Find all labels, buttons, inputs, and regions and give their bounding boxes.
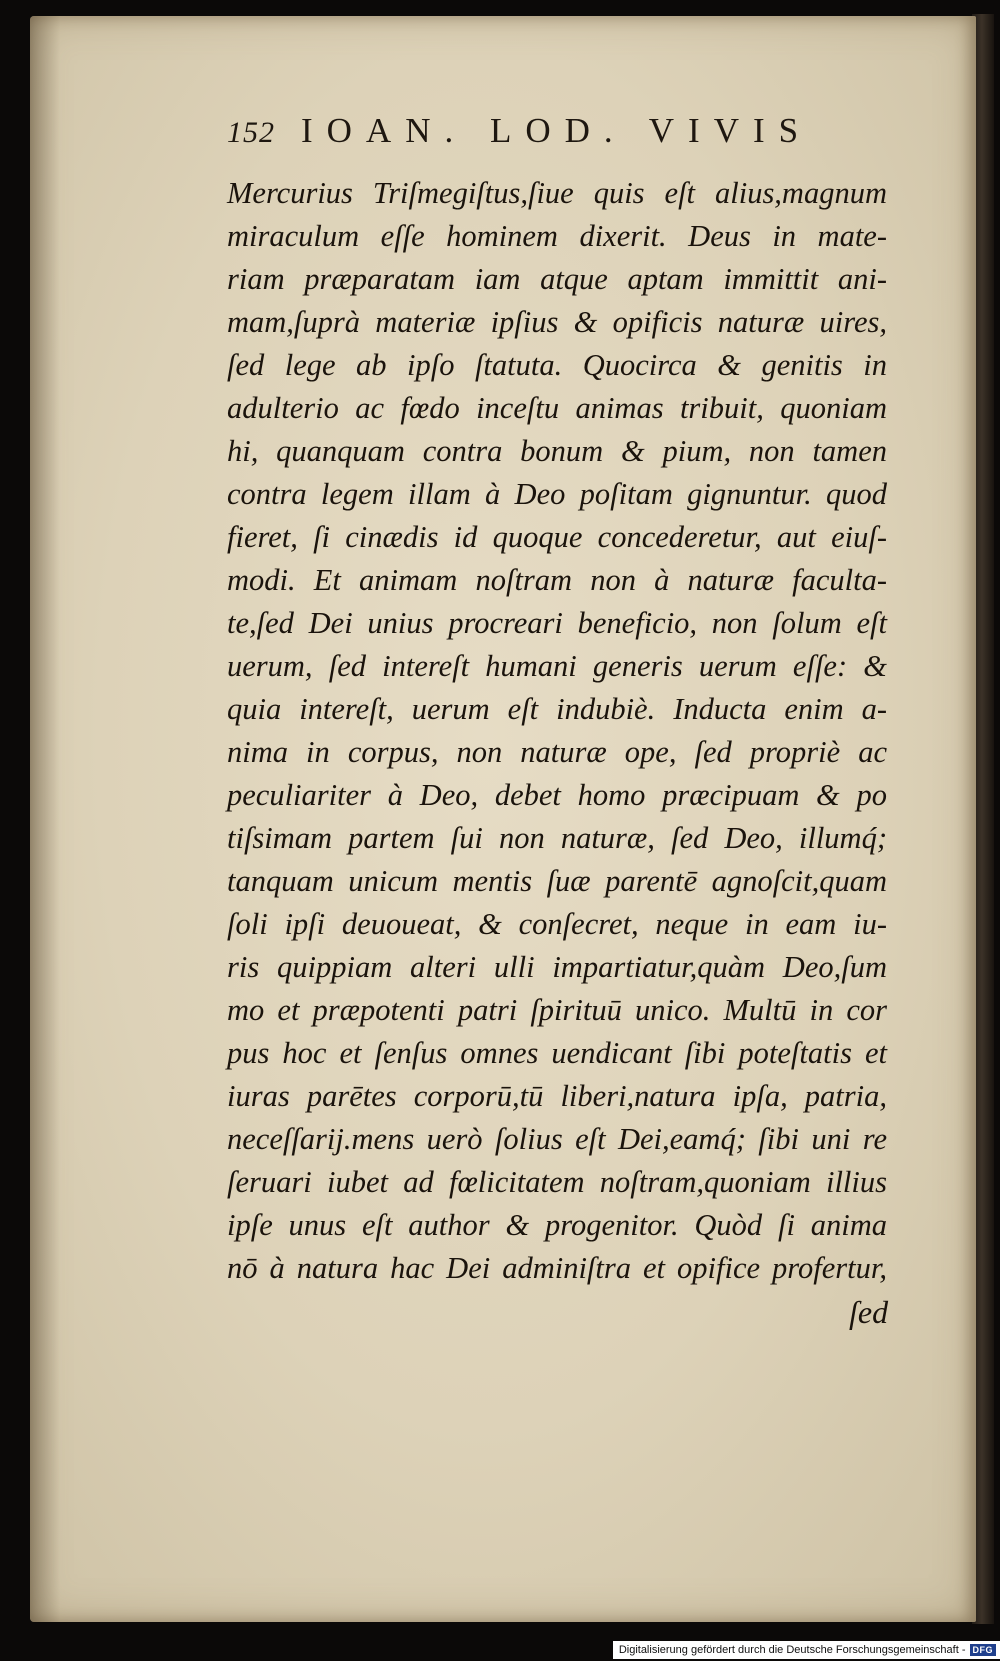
page-number: 152: [227, 116, 275, 149]
text-line: mo et præpotenti patri ſpirituū unico. Multū in cor: [227, 993, 887, 1027]
text-line: nō à natura hac Dei adminiſtra et opifice profertur,: [227, 1251, 887, 1285]
text-line: Mercurius Triſmegiſtus,ſiue quis eſt alius,magnum: [227, 176, 887, 210]
text-line: modi. Et animam noſtram non à naturæ faculta-: [227, 563, 887, 597]
text-line: miraculum eſſe hominem dixerit. Deus in mate-: [227, 219, 887, 253]
text-line: quia intereſt, uerum eſt indubiè. Inducta enim a-: [227, 692, 887, 726]
text-line: ipſe unus eſt author & progenitor. Quòd ſi anima: [227, 1208, 887, 1242]
text-line: fieret, ſi cinædis id quoque concederetur, aut eiuſ-: [227, 520, 887, 554]
running-head: IOAN. LOD. VIVIS: [301, 111, 813, 150]
catchword: ſed: [849, 1294, 889, 1330]
text-line: ſed lege ab ipſo ſtatuta. Quocirca & genitis in: [227, 348, 887, 382]
text-line: nima in corpus, non naturæ ope, ſed propriè ac: [227, 735, 887, 769]
text-line: iuras parētes corporū,tū liberi,natura ipſa, patria,: [227, 1079, 887, 1113]
text-line: tanquam unicum mentis ſuæ parentē agnoſcit,quam: [227, 864, 887, 898]
text-line: riam præparatam iam atque aptam immittit ani-: [227, 262, 887, 296]
text-line: ſeruari iubet ad fœlicitatem noſtram,quoniam illius: [227, 1165, 887, 1199]
text-line: hi, quanquam contra bonum & pium, non tamen: [227, 434, 887, 468]
text-line: adulterio ac fœdo inceſtu animas tribuit, quoniam: [227, 391, 887, 425]
text-line: peculiariter à Deo, debet homo præcipuam & po: [227, 778, 887, 812]
digitization-footer: [613, 1641, 1000, 1659]
text-line: te,ſed Dei unius procreari beneficio, non ſolum eſt: [227, 606, 887, 640]
text-line: pus hoc et ſenſus omnes uendicant ſibi poteſtatis et: [227, 1036, 887, 1070]
dfg-logo: DFG: [970, 1644, 997, 1656]
text-line: ris quippiam alteri ulli impartiatur,quàm Deo,ſum: [227, 950, 887, 984]
text-line: mam,ſuprà materiæ ipſius & opificis naturæ uires,: [227, 305, 887, 339]
text-line: contra legem illam à Deo poſitam gignuntur. quod: [227, 477, 887, 511]
page-header: [227, 111, 873, 163]
body-text: [227, 172, 887, 1290]
text-line: neceſſarij.mens uerò ſolius eſt Dei,eamq́; ſibi uni re: [227, 1122, 887, 1156]
text-line: ſoli ipſi deuoueat, & conſecret, neque in eam iu-: [227, 907, 887, 941]
footer-credit: Digitalisierung gefördert durch die Deutsche Forschungsgemeinschaft -: [618, 1644, 966, 1656]
text-line: uerum, ſed intereſt humani generis uerum eſſe: &: [227, 649, 887, 683]
text-line: tiſsimam partem ſui non naturæ, ſed Deo, illumq́;: [227, 821, 887, 855]
